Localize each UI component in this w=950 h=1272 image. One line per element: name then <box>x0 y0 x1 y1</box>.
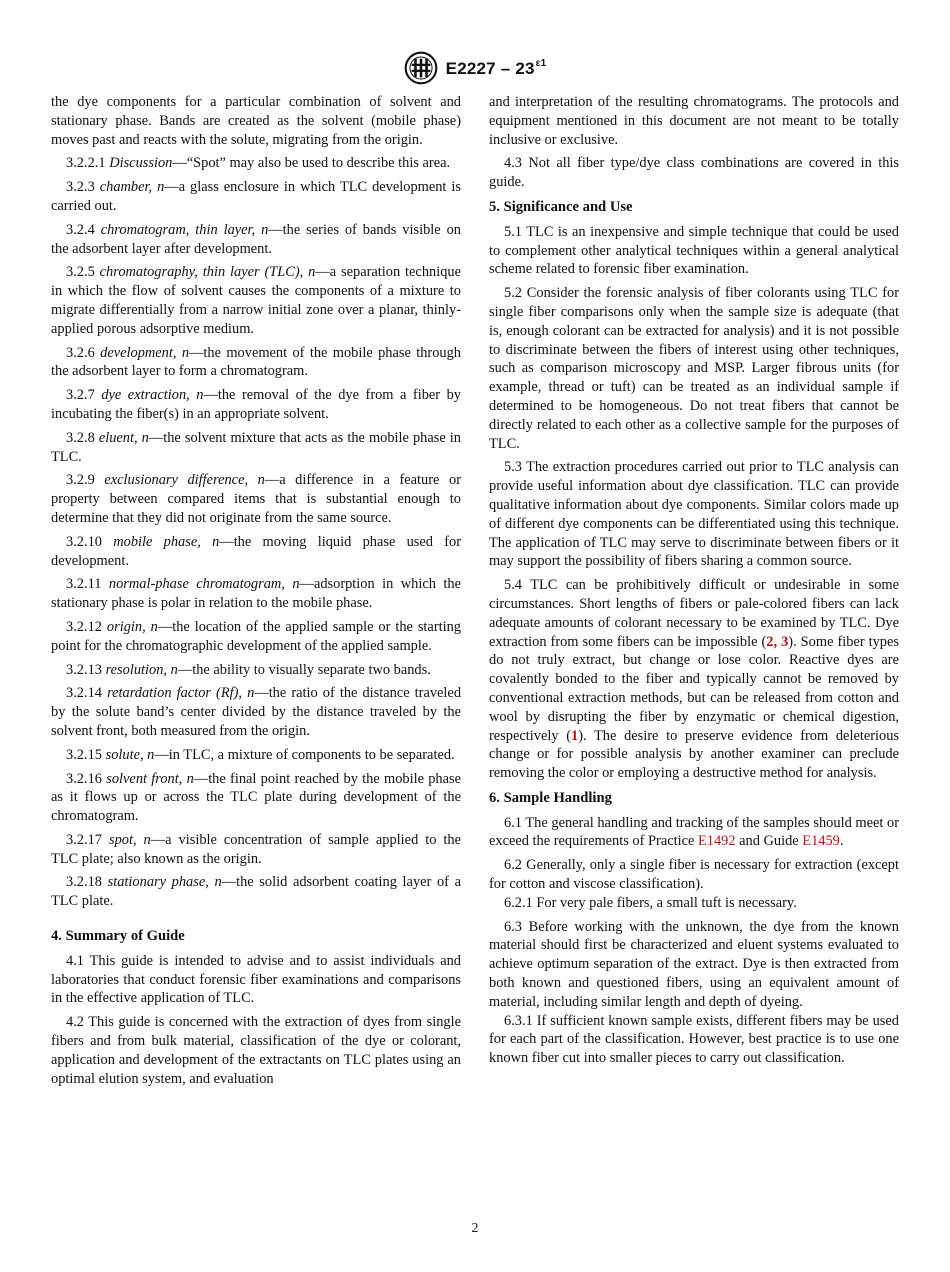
definition-3-2-7: 3.2.7 dye extraction, n—the removal of the dye from a fiber by incubating the fiber(s) in an appropriate solvent. <box>51 387 461 422</box>
definition-3-2-4: 3.2.4 chromatogram, thin layer, n—the series of bands visible on the adsorbent layer after development. <box>51 221 461 257</box>
paragraph-6-3: 6.3 Before working with the unknown, the dye from the known material should first be characterized and eluent systems evaluated to achieve optimum separation of the extract. Dye is then extracted from both known and questioned fibers, using an equivalent amount of material, including similar length and depth of dyeing. <box>489 918 899 1010</box>
reference-link-1[interactable]: 1 <box>571 727 579 744</box>
standard-designation: $E2227 - 23^{\varepsilon 1}$ <box>445 57 547 78</box>
paragraph-5-1: 5.1 TLC is an inexpensive and simple technique that could be used to complement other analytical techniques within a general analytical scheme related to forensic fiber examination. <box>489 223 899 278</box>
page-number: 2 <box>471 1221 479 1236</box>
definition-3-2-10: 3.2.10 mobile phase, n—the moving liquid phase used for development. <box>51 533 462 569</box>
reference-link-2[interactable]: 2 <box>766 633 774 650</box>
definition-3-2-8: 3.2.8 eluent, n—the solvent mixture that acts as the mobile phase in TLC. <box>51 429 461 465</box>
section-heading-6: 6. Sample Handling <box>489 789 612 806</box>
definition-3-2-15: 3.2.15 solute, n—in TLC, a mixture of components to be separated. <box>66 746 455 763</box>
paragraph-5-3: 5.3 The extraction procedures carried out prior to TLC analysis can provide useful information about dye classification. TLC can provide qualitative information about dye components. Similar colors made up of different dye components can be differentiated using this technique. The application of TLC may serve to discriminate between fibers or it may support the possibility of fibers sharing a common source. <box>489 459 899 570</box>
paragraph-5-4: 5.4 TLC can be prohibitively difficult or undesirable in some circumstances. Short lengths of fibers or pale-colored fibers can lack adequate amounts of colorant necessary to be examined by TLC. Dye extraction from some fibers can be impossible (2, 3). Some fiber types do not truly extract, but change or lose color. Reactive dyes are covalently bonded to the fiber and typically cannot be removed by conventional extraction methods, but can be released from cotton and wool by disrupting the fiber by enzymatic or chemical digestion, respectively (1). The desire to preserve evidence from deleterious change or for possible analysis by another examiner can preclude removing the color or employing a destructive method for analysis. <box>489 577 899 782</box>
standard-link-e1459[interactable]: E1459 <box>802 833 840 850</box>
definition-3-2-17: 3.2.17 spot, n—a visible concentration of sample applied to the TLC plate; also known as the origin. <box>51 831 462 867</box>
definition-3-2-9: 3.2.9 exclusionary difference, n—a difference in a feature or property between compared items that is substantial enough to determine that they did not originate from the same source. <box>51 472 461 526</box>
right-column <box>489 93 899 1073</box>
definition-3-2-16: 3.2.16 solvent front, n—the final point reached by the mobile phase as it flows up or across the TLC plate during development of the chromatogram. <box>51 770 462 825</box>
definition-3-2-3: 3.2.3 chamber, n—a glass enclosure in which TLC development is carried out. <box>51 179 461 214</box>
paragraph-6-2: 6.2 Generally, only a single fiber is necessary for extraction (except for cotton and viscose classification). <box>489 857 899 893</box>
paragraph-6-1: 6.1 The general handling and tracking of the samples should meet or exceed the requirements of Practice E1492 and Guide E1459. <box>489 814 899 850</box>
section-heading-4: 4. Summary of Guide <box>51 928 185 945</box>
paragraph-5-2: 5.2 Consider the forensic analysis of fiber colorants using TLC for single fiber comparisons only when the sample size is adequate (that is, enough colorant can be extracted for analysis) and it is not possible to discriminate between the fibers of interest using other techniques, such as comparison microscopy and MSP. Larger fibrous units (for example, thread or tuft) can be treated as an individual sample if determined to be homogeneous. Do not treat fibers that cannot be directly related to each other as a collective sample for the purposes of TLC. <box>489 285 899 452</box>
paragraph-4-3: 4.3 Not all fiber type/dye class combinations are covered in this guide. <box>489 155 899 191</box>
paragraph-6-3-1: 6.3.1 If sufficient known sample exists, different fibers may be used for each part of the classification. However, best practice is to use one known fiber cut into smaller pieces to carry out classification. <box>489 1012 899 1067</box>
paragraph: and interpretation of the resulting chromatograms. The protocols and equipment mentioned in this document are not meant to be totally inclusive or exclusive. <box>489 94 899 148</box>
page-header <box>0 52 950 84</box>
definition-3-2-6: 3.2.6 development, n—the movement of the mobile phase through the adsorbent layer to form a chromatogram. <box>51 344 461 380</box>
definition-3-2-14: 3.2.14 retardation factor (Rf), n—the ratio of the distance traveled by the solute band’s center divided by the distance traveled by the solvent front, both measured from the origin. <box>51 685 462 739</box>
definition-3-2-5: 3.2.5 chromatography, thin layer (TLC), n—a separation technique in which the flow of solvent causes the components of a mixture to migrate differentially from a narrow initial zone over a planar, thinly-applied porous adsorptive medium. <box>51 264 461 337</box>
paragraph: the dye components for a particular combination of solvent and stationary phase. Bands are created as the solvent (mobile phase) moves past and reacts with the solute, migrating from the origin. <box>51 94 461 148</box>
reference-link-3[interactable]: 3 <box>781 633 789 650</box>
paragraph-4-1: 4.1 This guide is intended to advise and to assist individuals and laboratories that conduct forensic fiber examinations and comparisons in the effective application of TLC. <box>51 952 461 1007</box>
definition-3-2-13: 3.2.13 resolution, n—the ability to visually separate two bands. <box>66 661 431 678</box>
section-heading-5: 5. Significance and Use <box>489 198 633 215</box>
definition-3-2-11: 3.2.11 normal-phase chromatogram, n—adsorption in which the stationary phase is polar in relation to the mobile phase. <box>51 576 461 612</box>
astm-logo-icon <box>404 51 438 85</box>
paragraph-4-2: 4.2 This guide is concerned with the extraction of dyes from single fibers and from bulk material, classification of the dye or colorant, application and development of the extractants on TLC plates using an optimal elution system, and evaluation <box>51 1014 461 1087</box>
standard-link-e1492[interactable]: E1492 <box>697 833 736 850</box>
edition-superscript: ε1 <box>535 57 547 69</box>
definition-3-2-18: 3.2.18 stationary phase, n—the solid adsorbent coating layer of a TLC plate. <box>51 874 461 910</box>
left-column <box>51 93 461 1093</box>
paragraph-3-2-2-1: 3.2.2.1 Discussion—“Spot” may also be used to describe this area. <box>66 155 451 172</box>
definition-3-2-12: 3.2.12 origin, n—the location of the applied sample or the starting point for the chromatographic development of the applied sample. <box>51 618 461 654</box>
paragraph-6-2-1: 6.2.1 For very pale fibers, a small tuft is necessary. <box>504 894 797 911</box>
